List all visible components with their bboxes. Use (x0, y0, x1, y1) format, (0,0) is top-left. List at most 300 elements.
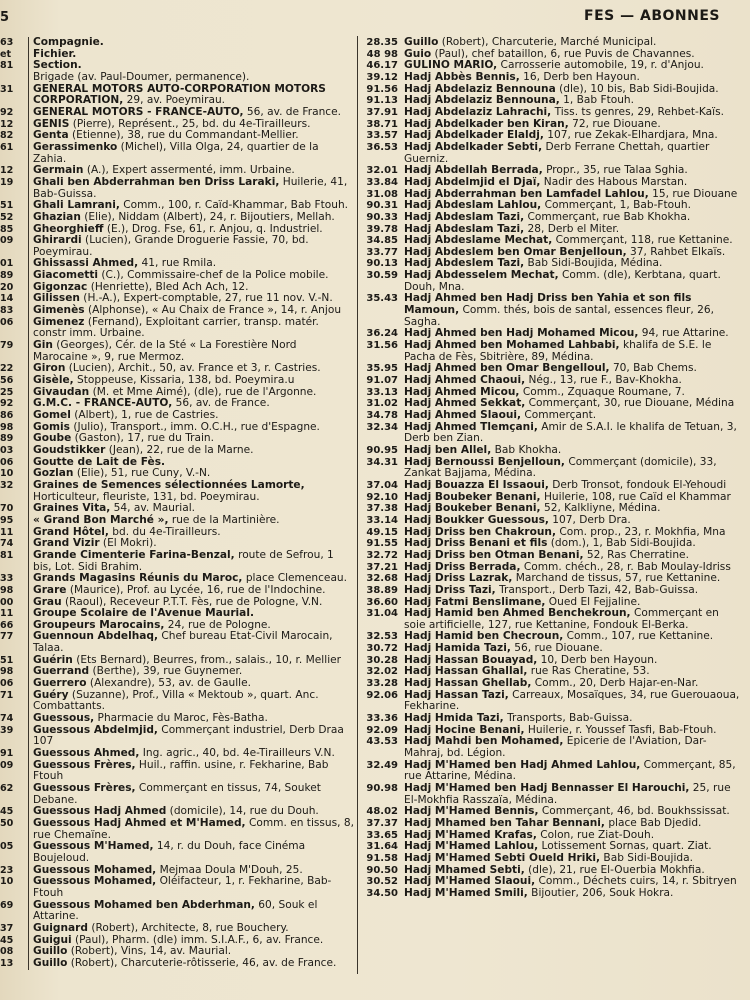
phone-number: 37.37 (366, 817, 398, 829)
subscriber-name: Groupeurs Marocains, (33, 618, 165, 631)
entry-text (404, 608, 746, 631)
subscriber-details: Commerçant industriel, Derb Draa 107 (33, 723, 344, 748)
margin-rule (28, 783, 29, 806)
subscriber-details: 1, Bab Ftouh. (559, 94, 634, 107)
phone-number: 34.78 (366, 410, 398, 421)
phone-number: 05 (0, 841, 14, 853)
subscriber-name: Hadj M'Hamed Smili, (404, 886, 528, 899)
subscriber-details: 60, Souk el Attarine. (33, 898, 318, 923)
margin-rule (28, 503, 29, 515)
subscriber-details: (Robert), Architecte, 8, rue Bouchery. (87, 921, 289, 934)
phone-number: 31.02 (366, 398, 398, 410)
subscriber-name: GENERAL MOTORS AUTO-CORPORATION MOTORS CORPORATION, (33, 82, 326, 107)
margin-rule (28, 748, 29, 760)
subscriber-name: Hadj M'Hamed Krafas, (404, 828, 537, 841)
subscriber-details: Derb Tronsot, fondouk El-Yehoudi (548, 478, 727, 491)
entry-text (33, 235, 358, 258)
right-column (360, 37, 746, 900)
subscriber-details: Nég., 13, rue F., Bav-Khokha. (525, 374, 682, 387)
directory-entry (0, 876, 358, 899)
phone-number: 33.65 (366, 829, 398, 841)
phone-number: 31.56 (366, 340, 398, 352)
subscriber-name: Hadj Bouazza El Issaoui, (404, 478, 549, 491)
subscriber-details: rue Ras Cheratine, 53. (527, 665, 650, 678)
subscriber-details: Huilerie, r. Youssef Tasfi, Bab-Ftouh. (524, 723, 717, 736)
phone-number: 90.98 (366, 783, 398, 794)
phone-number: 56 (0, 375, 14, 387)
phone-number: 11 (0, 526, 14, 538)
phone-number: 43.53 (366, 736, 398, 748)
subscriber-details: (Alexandre), 53, av. de Gaulle. (86, 677, 251, 690)
phone-number: 79 (0, 340, 14, 352)
subscriber-name: Section. (33, 59, 82, 72)
directory-entry (360, 142, 746, 165)
margin-rule (28, 597, 29, 609)
margin-rule (28, 84, 29, 107)
margin-rule (28, 608, 29, 620)
subscriber-name: Hadj Abdesselem Mechat, (404, 269, 559, 282)
margin-rule (28, 72, 29, 84)
phone-number: 34.50 (366, 887, 398, 899)
subscriber-details: (M. et Mme Aimé), (dle), rue de l'Argonne. (89, 385, 317, 398)
subscriber-details: 16, Derb ben Hayoun. (519, 70, 640, 83)
subscriber-details: 28, Derb el Miter. (524, 222, 620, 235)
phone-number: 92.10 (366, 491, 398, 503)
entry-text (33, 760, 358, 783)
phone-number: 90.13 (366, 258, 398, 270)
subscriber-details: Comm., Zquaque Roumane, 7. (519, 385, 685, 398)
subscriber-details: (E.), Drog. Fse, 61, r. Anjou, q. Industriel. (103, 222, 323, 235)
subscriber-details: Bab Khokha. (491, 443, 562, 456)
phone-number: 30.59 (366, 270, 398, 282)
margin-rule (28, 678, 29, 690)
subscriber-name: Guessous Frères, (33, 782, 136, 794)
subscriber-details: place Clemenceau. (242, 572, 348, 585)
directory-entry (0, 725, 358, 748)
subscriber-details: (dle), 21, rue El-Ouerbia Mokhfia. (524, 863, 705, 876)
margin-rule (28, 60, 29, 72)
subscriber-details: (H.-A.), Expert-comptable, 27, rue 11 nov. V.-N. (79, 292, 333, 305)
subscriber-details: (Lucien), Grande Droguerie Fassie, 70, bd. Poeymirau. (33, 234, 309, 258)
subscriber-details: (Elie), Niddam (Albert), 24, r. Bijoutiers, Mellah. (80, 210, 335, 223)
directory-entry (360, 690, 746, 713)
directory-entry (360, 783, 746, 806)
margin-rule (28, 37, 29, 49)
subscriber-details: (dle), 10 bis, Bab Sidi-Boujida. (555, 82, 719, 95)
margin-rule (28, 410, 29, 422)
subscriber-details: Oued El Fejjaline. (545, 595, 641, 608)
subscriber-name: Gozlan (33, 467, 74, 480)
subscriber-details: Oléifacteur, 1, r. Fekharine, Bab-Ftouh (33, 875, 332, 899)
margin-rule (28, 573, 29, 585)
subscriber-name: Hadj Driss Lazrak, (404, 572, 513, 585)
phone-number: 32.68 (366, 573, 398, 585)
phone-number: 66 (0, 619, 14, 631)
subscriber-details: 25, rue El-Mokhfia Rasszaïa, Médina. (404, 782, 731, 806)
subscriber-details: Marchand de tissus, 57, rue Kettanine. (512, 572, 721, 585)
phone-number: 50 (0, 817, 14, 829)
subscriber-name: Germain (33, 164, 84, 177)
subscriber-details: 72, rue Diouane. (568, 117, 661, 130)
subscriber-name: « Grand Bon Marché », (33, 513, 169, 526)
subscriber-name: Hadj Ahmed Slaoui, (404, 409, 522, 421)
directory-entry (360, 760, 746, 783)
directory-entry (360, 422, 746, 445)
subscriber-details: Comm., Déchets cuirs, 14, r. Sbitryen (535, 875, 737, 888)
subscriber-details: (A.), Expert assermenté, imm. Urbaine. (83, 164, 295, 177)
subscriber-name: Guéry (33, 688, 69, 701)
subscriber-name: Hadj Fatmi Benslimane, (404, 595, 546, 608)
phone-number: 82 (0, 130, 14, 142)
subscriber-details: Com. prop., 23, r. Mokhfia, Mna (556, 525, 726, 538)
entry-text (404, 888, 746, 900)
margin-rule (28, 165, 29, 177)
phone-number: 69 (0, 899, 14, 911)
phone-number: 32.72 (366, 549, 398, 561)
subscriber-name: Hadj Ahmed Tlemçani, (404, 420, 538, 433)
subscriber-name: Grands Magasins Réunis du Maroc, (33, 572, 243, 585)
entry-text (33, 818, 358, 841)
subscriber-name: Hadj M'Hamed Sebti Oueld Hriki, (404, 851, 601, 864)
entry-text (33, 690, 358, 713)
subscriber-details: (Fernand), Exploitant carrier, transp. matér. constr imm. Urbaine. (33, 315, 319, 340)
subscriber-name: Hadj Boukeber Benani, (404, 502, 541, 515)
phone-number: 37.21 (366, 561, 398, 573)
entry-text (33, 958, 358, 970)
margin-rule (28, 538, 29, 550)
subscriber-name: Hadj Hamid ben Checroun, (404, 630, 564, 643)
subscriber-details: Amir de S.A.I. le khalifa de Tetuan, 3, Derb ben Zian. (404, 420, 737, 445)
margin-rule (28, 317, 29, 340)
phone-number: 98 (0, 421, 14, 433)
subscriber-details: Comm., 20, Derb Hajar-en-Nar. (531, 677, 699, 690)
phone-number: 12 (0, 118, 14, 130)
phone-number: 45 (0, 806, 14, 818)
margin-rule (28, 713, 29, 725)
phone-number: 38.89 (366, 584, 398, 596)
phone-number: 90.31 (366, 200, 398, 212)
subscriber-name: Hadj Ahmed ben Omar Bengelloul, (404, 362, 610, 375)
subscriber-details: (Ets Bernard), Beurres, from., salais., 10, r. Mellier (72, 653, 342, 666)
subscriber-details: Commerçant, 30, rue Diouane, Médina (525, 397, 735, 410)
phone-number: 48.02 (366, 806, 398, 818)
subscriber-details: Commerçant, rue Bab Khokha. (524, 210, 691, 223)
phone-number: 91.58 (366, 852, 398, 864)
subscriber-name: Hadj Hassan Ghallal, (404, 665, 528, 678)
subscriber-name: Hadj Ahmed ben Hadj Driss ben Yahia et son fils Mamoun, (404, 292, 692, 317)
subscriber-name: Guérin (33, 653, 73, 666)
subscriber-details: Commerçant en soie artificielle, 127, rue Kettanine, Fondouk El-Berka. (404, 607, 719, 631)
phone-number: 46.17 (366, 60, 398, 72)
subscriber-details: (Paul), chef bataillon, 6, rue Puvis de Chavannes. (431, 47, 695, 60)
subscriber-details: 29, av. Poeymirau. (123, 94, 226, 107)
subscriber-name: Guillo (33, 956, 68, 969)
subscriber-details: Bab Sidi-Boujida, Médina. (524, 257, 663, 270)
margin-rule (28, 655, 29, 667)
subscriber-name: Hadj Driss Berrada, (404, 560, 521, 573)
subscriber-name: Guillo (404, 36, 439, 48)
margin-rule (28, 725, 29, 748)
directory-entry (360, 888, 746, 900)
subscriber-details: (Julio), Transport., imm. O.C.H., rue d'Espagne. (69, 420, 320, 433)
subscriber-details: Comm. thés, bois de santal, essences fleur, 26, Sagha. (404, 304, 714, 328)
subscriber-details: Comm., 107, rue Kettanine. (563, 630, 714, 643)
entry-text (404, 142, 746, 165)
subscriber-details: Colon, rue Ziat-Douh. (536, 828, 655, 841)
subscriber-details: Propr., 35, rue Talaa Sghia. (542, 164, 688, 177)
subscriber-name: Guignard (33, 921, 88, 934)
margin-rule (28, 760, 29, 783)
subscriber-name: Guennoun Abdelhaq, (33, 630, 159, 643)
directory-entry (0, 631, 358, 654)
entry-text (404, 736, 746, 759)
subscriber-details: (C.), Commissaire-chef de la Police mobile. (98, 269, 329, 282)
subscriber-details: Pharmacie du Maroc, Fès-Batha. (94, 712, 268, 725)
directory-entry (0, 841, 358, 864)
phone-number: 08 (0, 946, 14, 958)
phone-number: 20 (0, 281, 14, 293)
running-title: FES — ABONNES (584, 8, 720, 24)
subscriber-name: Genta (33, 129, 69, 142)
phone-number: 71 (0, 689, 14, 701)
subscriber-details: Commerçant, 1, Bab-Ftouh. (541, 199, 691, 212)
phone-number: 89 (0, 433, 14, 445)
entry-text (404, 457, 746, 480)
margin-rule (28, 900, 29, 923)
entry-text (33, 177, 358, 200)
phone-number: 98 (0, 584, 14, 596)
subscriber-name: Hadj Driss ben Chakroun, (404, 525, 556, 538)
directory-entry (360, 270, 746, 293)
margin-rule (28, 200, 29, 212)
subscriber-details: place Bab Djedid. (604, 816, 702, 829)
entry-text (33, 37, 358, 49)
margin-rule (28, 620, 29, 632)
phone-number: 90.33 (366, 211, 398, 223)
subscriber-name: Gigonzac (33, 280, 88, 293)
subscriber-details: 56, av. de France. (172, 397, 270, 410)
subscriber-name: Guessous Frères, (33, 758, 136, 771)
phone-number: 33.77 (366, 246, 398, 258)
phone-number: 35.43 (366, 293, 398, 305)
phone-number: 25 (0, 386, 14, 398)
phone-number: 32.02 (366, 666, 398, 678)
entry-text (33, 900, 358, 923)
phone-number: 92 (0, 106, 14, 118)
margin-rule (28, 876, 29, 899)
subscriber-name: Ghirardi (33, 234, 82, 247)
phone-number: 03 (0, 444, 14, 456)
subscriber-details: Mejmaa Doula M'Douh, 25. (156, 863, 303, 876)
subscriber-details: Bijoutier, 206, Souk Hokra. (527, 886, 674, 899)
subscriber-details: Chef bureau Etat-Civil Marocain, Talaa. (33, 630, 333, 655)
margin-rule (28, 293, 29, 305)
phone-number: 74 (0, 713, 14, 725)
subscriber-name: Ghali ben Abderrahman ben Driss Laraki, (33, 175, 280, 188)
margin-rule (28, 177, 29, 200)
subscriber-name: Gheorghieff (33, 222, 104, 235)
directory-entry (0, 84, 358, 107)
subscriber-name: Gomis (33, 420, 70, 433)
margin-rule (28, 212, 29, 224)
phone-number: 33.28 (366, 678, 398, 690)
subscriber-name: Hadj Hmida Tazi, (404, 712, 504, 725)
phone-number: 10 (0, 876, 14, 888)
subscriber-details: Huilerie, 108, rue Caïd el Khammar (540, 490, 731, 503)
margin-rule (28, 690, 29, 713)
subscriber-name: Gin (33, 339, 53, 352)
subscriber-name: Ghissassi Ahmed, (33, 257, 139, 270)
subscriber-name: Hadj M'Hamed ben Hadj Bennasser El Harouchi, (404, 782, 690, 794)
subscriber-details: (Gaston), 17, rue du Train. (71, 432, 214, 445)
margin-rule (28, 631, 29, 654)
margin-rule (28, 130, 29, 142)
phone-number: 31.04 (366, 608, 398, 620)
phone-number: 91.13 (366, 95, 398, 107)
entry-text (404, 690, 746, 713)
phone-number: 13 (0, 957, 14, 969)
subscriber-details: Bab Sidi-Boujida. (600, 851, 693, 864)
subscriber-name: Hadj Hassan Bouayad, (404, 653, 538, 666)
subscriber-name: Guessous Ahmed, (33, 747, 140, 760)
subscriber-name: Goube (33, 432, 72, 445)
subscriber-name: Guio (404, 47, 432, 60)
directory-entry (360, 457, 746, 480)
subscriber-details: Transports, Bab-Guissa. (503, 712, 633, 725)
phone-number: 83 (0, 305, 14, 317)
margin-rule (28, 445, 29, 457)
margin-rule (28, 282, 29, 294)
phone-number: 91.55 (366, 538, 398, 550)
subscriber-name: Hadj M'Hamed ben Hadj Ahmed Lahlou, (404, 758, 641, 771)
phone-number: 09 (0, 759, 14, 771)
subscriber-details: Comm. en tissus, 8, rue Chemaïne. (33, 816, 355, 841)
directory-entry (0, 958, 358, 970)
subscriber-details: 70, Bab Chems. (609, 362, 697, 375)
phone-number: 33.36 (366, 713, 398, 725)
directory-entry (360, 340, 746, 363)
subscriber-name: GULINO MARIO, (404, 59, 498, 72)
margin-rule (28, 457, 29, 469)
subscriber-name: Gisèle, (33, 374, 74, 387)
margin-rule (28, 923, 29, 935)
phone-number: 92.09 (366, 724, 398, 736)
subscriber-name: Giron (33, 362, 66, 375)
phone-number: 31.64 (366, 841, 398, 853)
phone-number: 11 (0, 608, 14, 620)
entry-text (33, 340, 358, 363)
entry-text (404, 760, 746, 783)
subscriber-details: Huilerie, 41, Bab-Guissa. (33, 175, 348, 200)
subscriber-name: Hadj Abdeslam Tazi, (404, 210, 525, 223)
phone-number: 45 (0, 934, 14, 946)
margin-rule (28, 305, 29, 317)
subscriber-name: Hadj Ahmed Chaoui, (404, 374, 526, 387)
phone-number: 89 (0, 270, 14, 282)
subscriber-name: Hadj Hassan Tazi, (404, 688, 509, 701)
subscriber-details: Comm. (dle), Kerbtana, quart. Douh, Mna. (404, 269, 721, 293)
subscriber-details: Horticulteur, fleuriste, 131, bd. Poeymirau. (33, 490, 260, 503)
phone-number: 34.31 (366, 456, 398, 468)
phone-number: 85 (0, 223, 14, 235)
entry-text (33, 631, 358, 654)
margin-rule (28, 258, 29, 270)
subscriber-name: Guessous M'Hamed, (33, 840, 154, 853)
subscriber-name: Givaudan (33, 385, 90, 398)
subscriber-name: Hadj Abdelaziz Bennouna, (404, 94, 560, 107)
directory-entry (360, 736, 746, 759)
subscriber-details: (dom.), 1, Bab Sidi-Boujida. (547, 537, 696, 550)
subscriber-details: Ing. agric., 40, bd. 4e-Tirailleurs V.N. (139, 747, 335, 760)
margin-rule (28, 527, 29, 539)
subscriber-name: Hadj Boukker Guessous, (404, 513, 549, 526)
subscriber-details: (El Mokri). (99, 537, 157, 550)
directory-entry (0, 818, 358, 841)
phone-number: 00 (0, 596, 14, 608)
subscriber-details: (domicile), 14, rue du Douh. (166, 805, 319, 818)
subscriber-details: Brigade (av. Paul-Doumer, permanence). (33, 70, 250, 83)
subscriber-name: Goutte de Lait de Fès. (33, 455, 166, 468)
margin-rule (28, 468, 29, 480)
subscriber-details: (Robert), Charcuterie-rôtisserie, 46, av. de France. (67, 956, 337, 969)
subscriber-name: Guessous, (33, 712, 95, 725)
phone-number: 91.07 (366, 375, 398, 387)
margin-rule (28, 841, 29, 864)
entry-text (33, 317, 358, 340)
phone-number: 39 (0, 724, 14, 736)
directory-entry (0, 142, 358, 165)
phone-number: 37.38 (366, 503, 398, 515)
directory-entry (0, 317, 358, 340)
margin-rule (28, 946, 29, 958)
margin-rule (28, 363, 29, 375)
subscriber-name: Hadj Abdeslem Tazi, (404, 257, 525, 270)
phone-number: 70 (0, 503, 14, 515)
subscriber-name: Guerrero (33, 677, 87, 690)
subscriber-name: Guigui (33, 933, 72, 946)
subscriber-details: (Etienne), 38, rue du Commandant-Mellier. (68, 129, 299, 142)
subscriber-name: Hadj Boubeker Benani, (404, 490, 541, 503)
subscriber-name: Hadj Hocine Benani, (404, 723, 525, 736)
subscriber-name: Hadj Abdelaziz Lahrachi, (404, 105, 552, 118)
phone-number: 92.06 (366, 689, 398, 701)
subscriber-details: Stoppeuse, Kissaria, 138, bd. Poeymira.u (73, 374, 295, 387)
subscriber-details: Commerçant en tissus, 74, Souket Debane. (33, 782, 321, 806)
entry-text (33, 480, 358, 503)
phone-number: 33.13 (366, 386, 398, 398)
phone-number: 91 (0, 748, 14, 760)
phone-number: 38.71 (366, 118, 398, 130)
phone-number: 81 (0, 549, 14, 561)
subscriber-name: Fichier. (33, 47, 77, 60)
phone-number: 36.60 (366, 596, 398, 608)
entry-text (404, 270, 746, 293)
subscriber-details: (Berthe), 39, rue Guynemer. (89, 665, 243, 678)
phone-number: 61 (0, 141, 14, 153)
subscriber-name: Hadj Ahmed ben Hadj Mohamed Micou, (404, 327, 639, 340)
subscriber-name: Hadj Driss Tazi, (404, 583, 496, 596)
phone-number: 98 (0, 666, 14, 678)
phone-number: 33.57 (366, 130, 398, 142)
subscriber-name: Hadj Ahmed Micou, (404, 385, 520, 398)
subscriber-details: 54, av. Maurial. (110, 502, 196, 515)
subscriber-name: Goudstikker (33, 443, 106, 456)
subscriber-details: (Jean), 22, rue de la Marne. (105, 443, 254, 456)
phone-number: 28.35 (366, 37, 398, 48)
phone-number: 92 (0, 398, 14, 410)
subscriber-name: Giacometti (33, 269, 99, 282)
subscriber-name: Groupe Scolaire de l'Avenue Maurial. (33, 607, 254, 620)
